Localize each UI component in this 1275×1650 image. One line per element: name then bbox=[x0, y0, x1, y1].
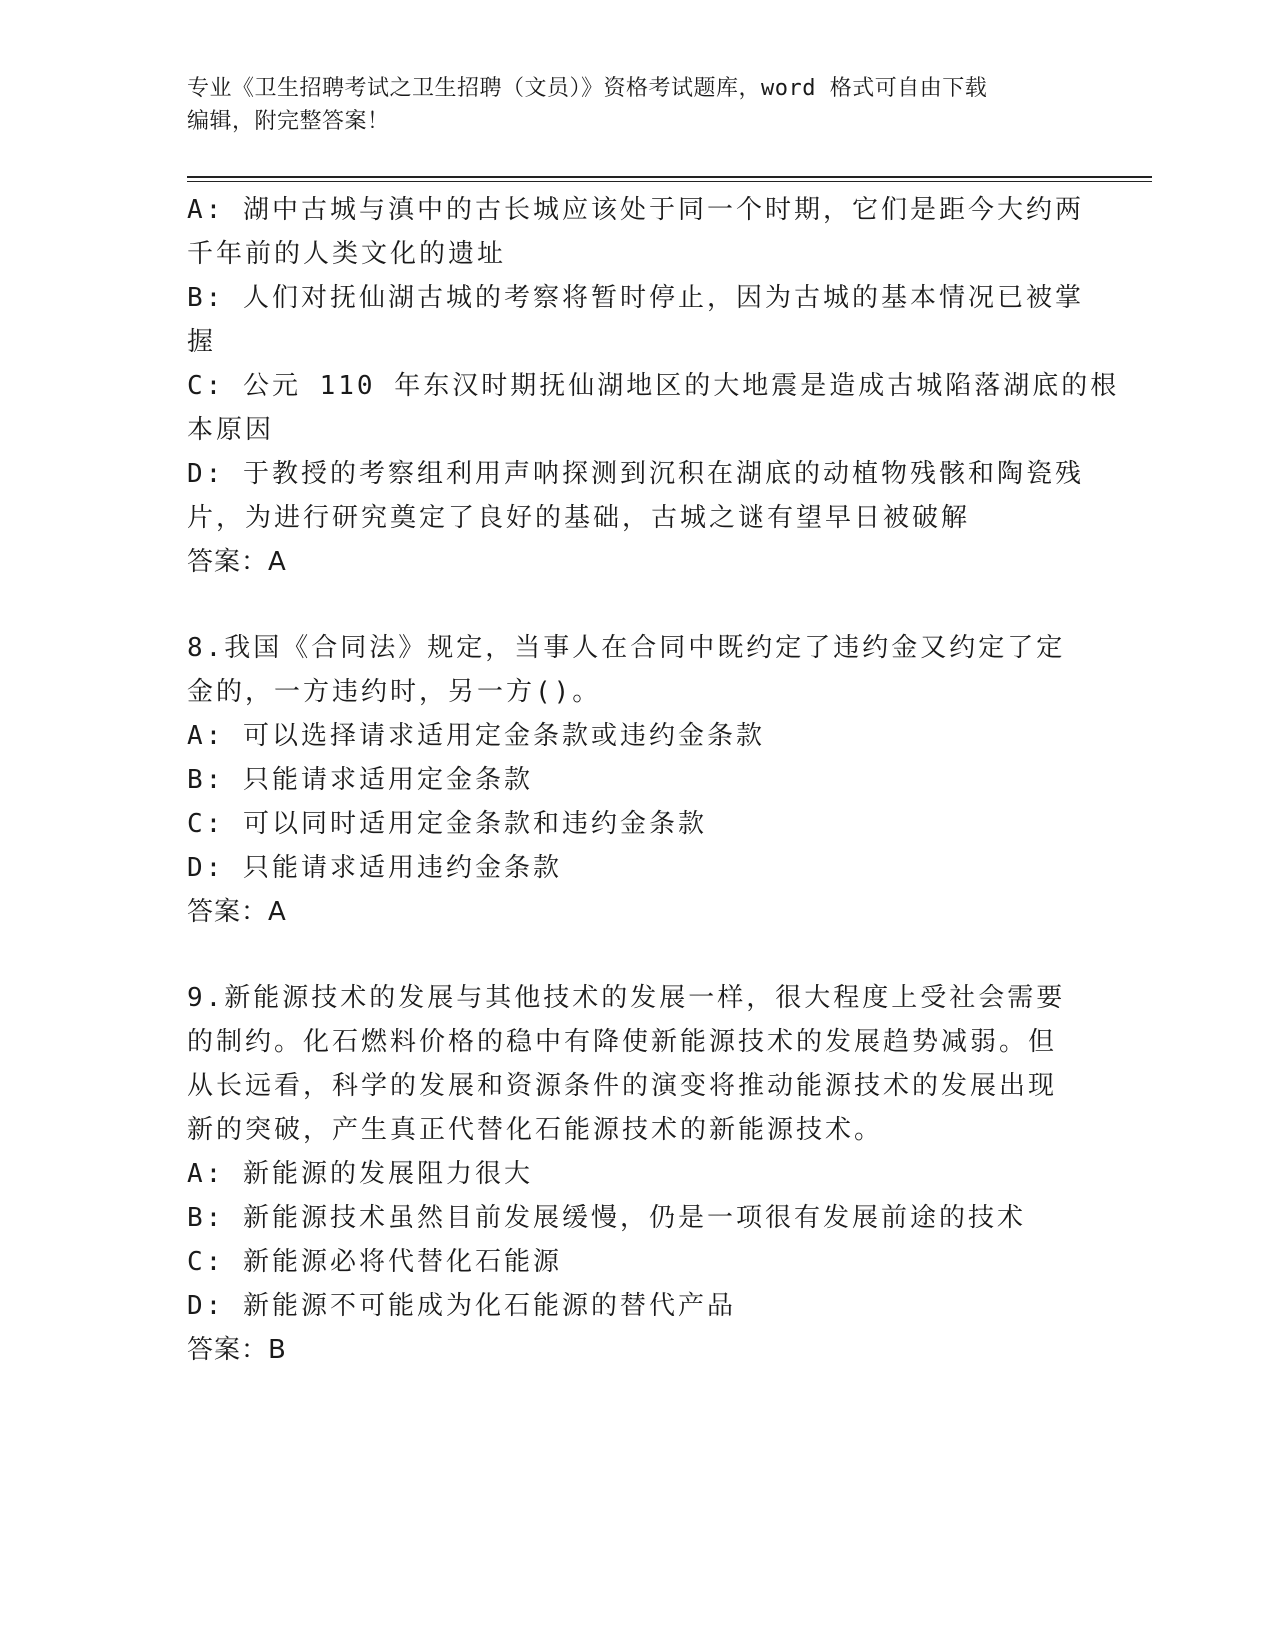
q7-option-b-line-1: B: 人们对抚仙湖古城的考察将暂时停止，因为古城的基本情况已被掌 bbox=[187, 283, 1084, 313]
q7-option-d-line-1: D: 于教授的考察组利用声呐探测到沉积在湖底的动植物残骸和陶瓷残 bbox=[187, 459, 1084, 489]
q8-stem-line-1: 8.我国《合同法》规定，当事人在合同中既约定了违约金又约定了定 bbox=[187, 633, 1066, 663]
q9-stem-line-1: 9.新能源技术的发展与其他技术的发展一样，很大程度上受社会需要 bbox=[187, 983, 1066, 1013]
q9-option-a: A: 新能源的发展阻力很大 bbox=[187, 1159, 533, 1189]
q7-option-d-line-2: 片，为进行研究奠定了良好的基础，古城之谜有望早日被破解 bbox=[187, 503, 971, 533]
q9-stem-line-4: 新的突破，产生真正代替化石能源技术的新能源技术。 bbox=[187, 1115, 884, 1145]
header-divider-thick bbox=[187, 176, 1152, 178]
q9-stem-line-3: 从长远看，科学的发展和资源条件的演变将推动能源技术的发展出现 bbox=[187, 1071, 1058, 1101]
q7-answer: 答案：A bbox=[187, 547, 287, 577]
q9-option-c: C: 新能源必将代替化石能源 bbox=[187, 1247, 562, 1277]
q8-stem-line-2: 金的，一方违约时，另一方()。 bbox=[187, 677, 602, 707]
q8-option-a: A: 可以选择请求适用定金条款或违约金条款 bbox=[187, 721, 765, 751]
q8-option-d: D: 只能请求适用违约金条款 bbox=[187, 853, 562, 883]
q7-option-a-line-1: A: 湖中古城与滇中的古长城应该处于同一个时期，它们是距今大约两 bbox=[187, 195, 1084, 225]
q9-option-d: D: 新能源不可能成为化石能源的替代产品 bbox=[187, 1291, 736, 1321]
header-divider-thin bbox=[187, 181, 1152, 182]
q9-option-b: B: 新能源技术虽然目前发展缓慢，仍是一项很有发展前途的技术 bbox=[187, 1203, 1026, 1233]
q7-option-c-line-2: 本原因 bbox=[187, 415, 275, 445]
q7-option-a-line-2: 千年前的人类文化的遗址 bbox=[187, 239, 507, 269]
q8-option-b: B: 只能请求适用定金条款 bbox=[187, 765, 533, 795]
header-line-1: 专业《卫生招聘考试之卫生招聘（文员）》资格考试题库，word 格式可自由下载 bbox=[187, 76, 988, 101]
header-line-2: 编辑，附完整答案！ bbox=[187, 109, 390, 134]
document-header bbox=[187, 72, 1087, 138]
q7-option-c-line-1: C: 公元 110 年东汉时期抚仙湖地区的大地震是造成古城陷落湖底的根 bbox=[187, 371, 1120, 401]
q9-answer: 答案：B bbox=[187, 1335, 287, 1365]
q9-stem-line-2: 的制约。化石燃料价格的稳中有降使新能源技术的发展趋势减弱。但 bbox=[187, 1027, 1058, 1057]
q8-option-c: C: 可以同时适用定金条款和违约金条款 bbox=[187, 809, 707, 839]
q7-option-b-line-2: 握 bbox=[187, 327, 217, 357]
q8-answer: 答案：A bbox=[187, 897, 287, 927]
